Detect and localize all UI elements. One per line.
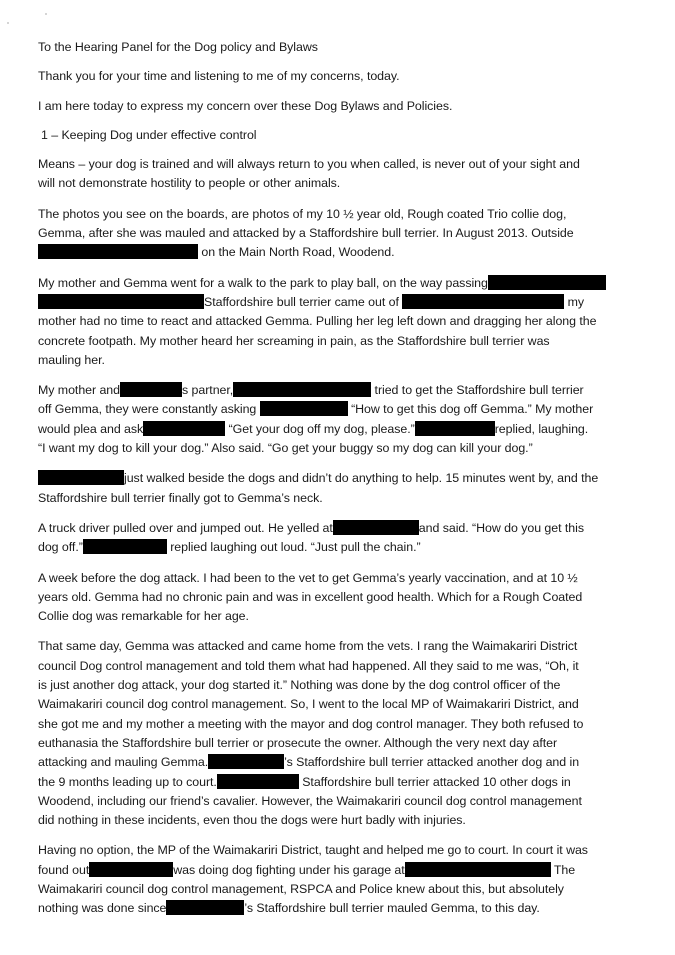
text-span: and said. “How do you get this [418,520,584,535]
redaction-block [38,294,204,309]
redaction-block [208,754,284,769]
text-line: That same day, Gemma was attacked and came home from the vets. I rang the Waimakariri District [38,639,578,654]
text-span: “Get your dog off my dog, please.” [225,421,415,436]
redaction-block [120,382,182,397]
text-line: mauling her. [38,352,105,367]
text-span: My mother and Gemma went for a walk to the park to play ball, on the way passing [38,275,488,290]
text-line [38,538,638,557]
redaction-block [38,244,198,259]
text-line: Waimakariri council dog control management. So, I went to the local MP of Waimakariri District, and [38,697,579,712]
text-line [38,420,638,439]
redaction-block [143,421,225,436]
redaction-block [333,520,419,535]
partner-paragraph [38,381,638,458]
text-line: did nothing in these incidents, even thou the dogs were hurt badly with injuries. [38,813,466,828]
text-line: Woodend, including our friend’s cavalier. However, the Waimakariri council dog control management [38,793,582,808]
text-line [38,899,638,918]
walk-paragraph [38,274,638,370]
text-span: off Gemma, they were constantly asking [38,402,257,417]
beside-paragraph [38,469,638,508]
court-paragraph [38,841,638,918]
section-heading: 1 – Keeping Dog under effective control [41,127,257,142]
text-line: is just another dog attack, your dog started it.” Nothing was done by the dog control officer of the [38,678,561,693]
scan-speck [7,22,9,24]
photos-paragraph [38,205,638,263]
text-line: concrete footpath. My mother heard her screaming in pain, as the Staffordshire bull terrier was [38,333,550,348]
text-span: My mother and [38,383,120,398]
means-paragraph [38,155,638,194]
text-span: A truck driver pulled over and jumped out. He yelled at [38,520,333,535]
text-line: she got me and my mother a meeting with the mayor and dog control manager. They both refused to [38,716,584,731]
text-span: nothing was done since [38,901,167,916]
text-line: Staffordshire bull terrier finally got to Gemma’s neck. [38,490,323,505]
salutation: To the Hearing Panel for the Dog policy and Bylaws [38,40,318,54]
council-paragraph [38,637,638,830]
text-span: The [550,862,576,877]
text-line [38,773,638,792]
text-span: on the Main North Road, Woodend. [198,245,395,260]
text-line [38,274,638,293]
text-line [38,381,638,400]
text-span: was doing dog fighting under his garage at [173,862,405,877]
text-line [38,753,638,772]
text-span: dog off.” [38,540,83,555]
text-span: Staffordshire bull terrier came out of [204,294,399,309]
text-span: replied, laughing. [494,421,589,436]
intro-paragraph: I am here today to express my concern over these Dog Bylaws and Policies. [38,98,453,113]
text-line [38,861,638,880]
text-line: years old. Gemma had no chronic pain and was in excellent good health. Which for a Rough Coated [38,589,583,604]
truck-paragraph [38,519,638,558]
text-line: Means – your dog is trained and will always return to you when called, is never out of your sight and [38,157,580,172]
redaction-block [217,774,299,789]
text-line [38,519,638,538]
text-span: “How to get this dog off Gemma.” My mother [347,402,594,417]
text-span: Staffordshire bull terrier attacked 10 other dogs in [298,774,571,789]
text-span: attacking and mauling Gemma. [38,755,209,770]
text-line: euthanasia the Staffordshire bull terrier or prosecute the owner. Although the very next day after [38,735,558,750]
redaction-block [260,401,348,416]
text-line [38,243,638,262]
text-line: Gemma, after she was mauled and attacked by a Staffordshire bull terrier. In August 2013. Outside [38,226,574,241]
text-span: my [564,294,585,309]
text-line: The photos you see on the boards, are photos of my 10 ½ year old, Rough coated Trio collie dog, [38,206,567,221]
text-line: Waimakariri council dog control management, RSPCA and Police knew about this, but absolutely [38,881,564,896]
redaction-block [488,275,606,290]
text-line: A week before the dog attack. I had been to the vet to get Gemma’s yearly vaccination, and at 10 ½ [38,570,578,585]
text-span: ’s Staffordshire bull terrier attacked another dog and in [284,755,580,770]
text-line: “I want my dog to kill your dog.” Also said. “Go get your buggy so my dog can kill your dog.” [38,441,533,456]
vet-paragraph [38,569,638,627]
text-span: would plea and ask [38,421,144,436]
text-line [38,469,638,488]
text-span: the 9 months leading up to court. [38,774,217,789]
letter-body [38,38,638,919]
redaction-block [233,382,371,397]
text-line [38,400,638,419]
text-line [38,293,638,312]
text-line: council Dog control management and told them what had happened. All they said to me was, “Oh, it [38,658,579,673]
scan-speck [45,13,47,15]
text-span: replied laughing out loud. “Just pull the chain.” [166,540,421,555]
redaction-block [83,539,167,554]
text-span: just walked beside the dogs and didn’t do anything to help. 15 minutes went by, and the [124,471,599,486]
redaction-block [402,294,564,309]
redaction-block [89,862,173,877]
text-span: s partner, [182,383,234,398]
text-line: mother had no time to react and attacked Gemma. Pulling her leg left down and dragging her along the [38,314,597,329]
redaction-block [166,900,244,915]
text-line: will not demonstrate hostility to people or other animals. [38,176,341,191]
redaction-block [415,421,495,436]
text-span: ’s Staffordshire bull terrier mauled Gemma, to this day. [244,901,540,916]
thanks-paragraph: Thank you for your time and listening to me of my concerns, today. [38,69,400,84]
text-line: Having no option, the MP of the Waimakariri District, taught and helped me go to court. In court it was [38,843,588,858]
text-span: found out [38,862,90,877]
text-line: Collie dog was remarkable for her age. [38,609,249,624]
redaction-block [405,862,551,877]
redaction-block [38,470,124,485]
text-span: tried to get the Staffordshire bull terrier [371,383,584,398]
